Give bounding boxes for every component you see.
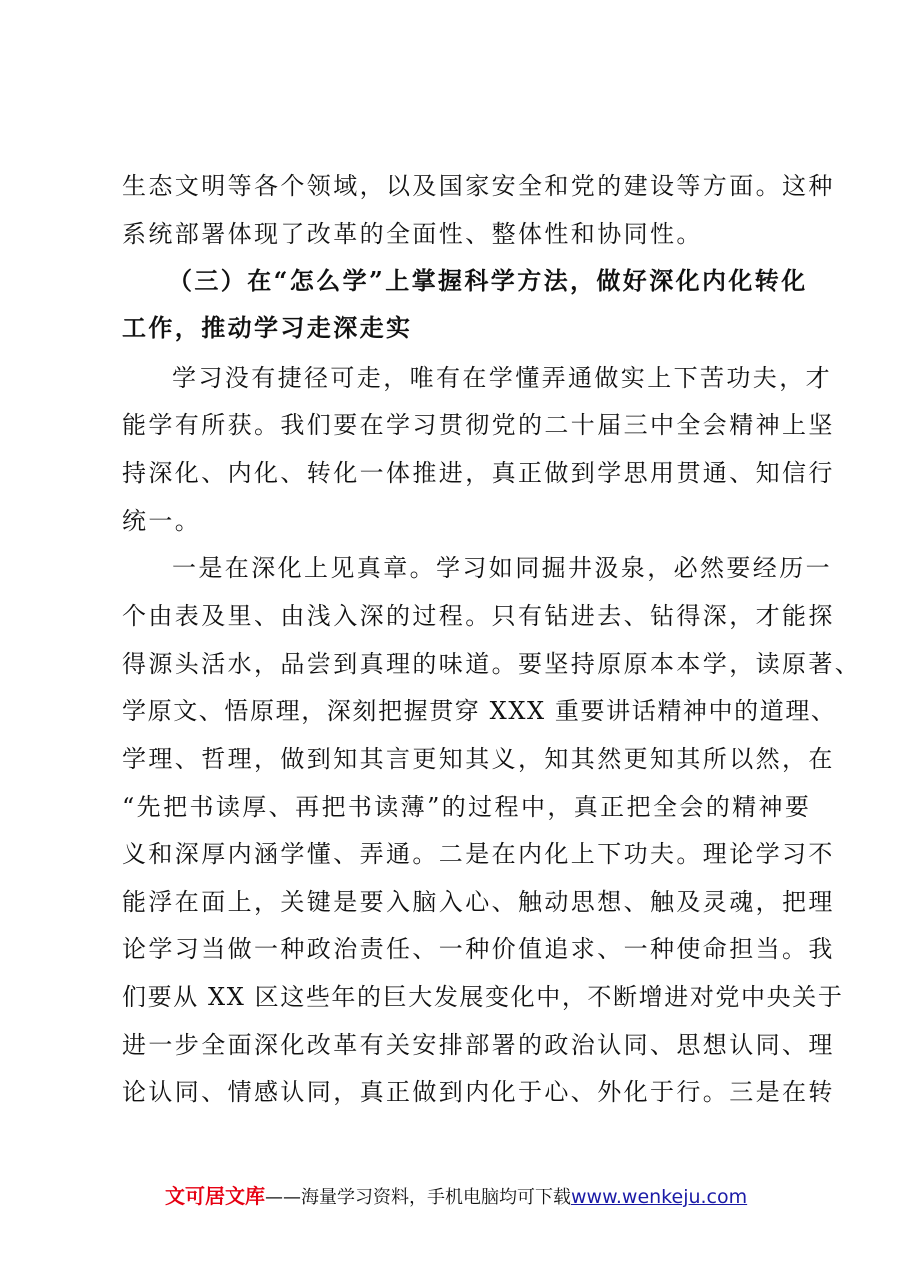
body-line: “先把书读厚、再把书读薄”的过程中，真正把全会的精神要 [122,793,812,821]
section-heading: 工作，推动学习走深走实 [122,313,413,342]
section-heading: （三）在“怎么学”上掌握科学方法，做好深化内化转化 [168,266,808,295]
body-line: 得源头活水，品尝到真理的味道。要坚持原原本本学，读原著、 [122,650,862,678]
body-line: 能学有所获。我们要在学习贯彻党的二十届三中全会精神上坚 [122,411,835,439]
body-line: 义和深厚内涵学懂、弄通。二是在内化上下功夫。理论学习不 [122,840,835,868]
body-line: 学原文、悟原理，深刻把握贯穿 XXX 重要讲话精神中的道理、 [122,697,837,725]
body-line: 论认同、情感认同，真正做到内化于心、外化于行。三是在转 [122,1078,835,1106]
body-line: 们要从 XX 区这些年的巨大发展变化中，不断增进对党中央关于 [122,983,844,1011]
footer-url-link[interactable]: www.wenkeju.com [571,1186,748,1208]
footer-tagline: 海量学习资料，手机电脑均可下载 [301,1187,571,1208]
footer-brand: 文可居文库 [165,1184,265,1208]
body-line: 学理、哲理，做到知其言更知其义，知其然更知其所以然，在 [122,745,835,773]
body-line: 系统部署体现了改革的全面性、整体性和协同性。 [122,220,703,248]
body-line: 持深化、内化、转化一体推进，真正做到学思用贯通、知信行 [122,459,835,487]
body-line: 生态文明等各个领域，以及国家安全和党的建设等方面。这种 [122,172,835,200]
body-line: 进一步全面深化改革有关安排部署的政治认同、思想认同、理 [122,1031,835,1059]
footer-dash: —— [265,1187,301,1208]
body-line: 个由表及里、由浅入深的过程。只有钻进去、钻得深，才能探 [122,602,835,630]
body-line: 能浮在面上，关键是要入脑入心、触动思想、触及灵魂，把理 [122,888,835,916]
footer-banner [165,1183,765,1211]
body-line: 论学习当做一种政治责任、一种价值追求、一种使命担当。我 [122,935,835,963]
body-line: 统一。 [122,507,202,535]
body-line: 一是在深化上见真章。学习如同掘井汲泉，必然要经历一 [172,554,832,582]
body-line: 学习没有捷径可走，唯有在学懂弄通做实上下苦功夫，才 [172,364,832,392]
